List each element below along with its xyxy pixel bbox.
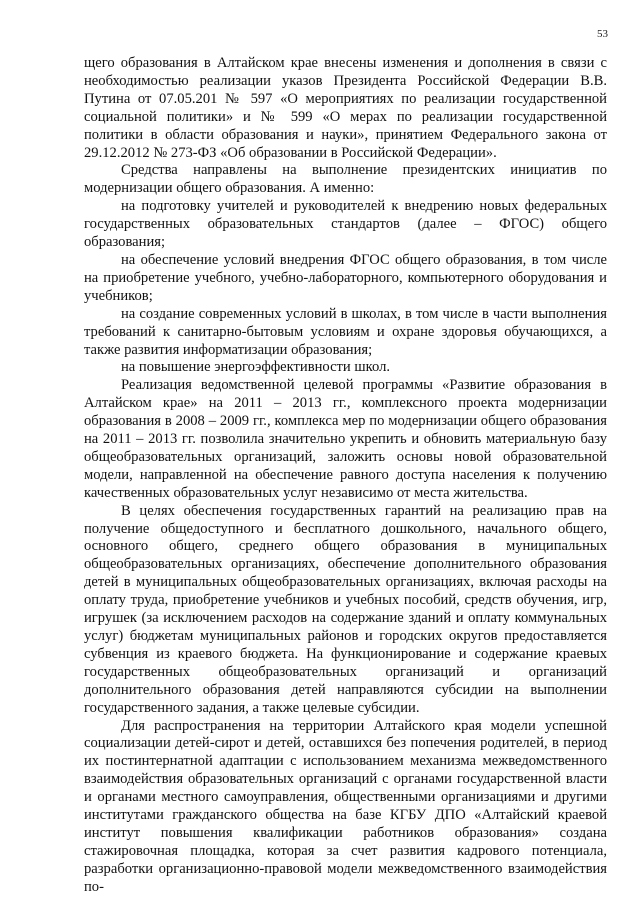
paragraph-3: на подготовку учителей и руководителей к внедрению новых федеральных государственных образовательных стандартов (далее – ФГОС) общего образования; <box>84 198 607 251</box>
paragraph-4: на обеспечение условий внедрения ФГОС общего образования, в том числе на приобретение учебного, учебно-лабораторного, компьютерного оборудования и учебников; <box>84 251 607 304</box>
page-number: 53 <box>597 28 608 40</box>
paragraph-7: Реализация ведомственной целевой программы «Развитие образования в Алтайском крае» на 2011 – 2013 гг., комплексного проекта модернизации образования в 2008 – 2009 гг., комплекса мер по модернизации общего образования на 2011 – 2013 гг. позволила значительно укрепить и обновить материальную базу общеобразовательных организаций, заложить основы новой образовательной модели, направленной на обеспечение равного доступа населения к получению качественных образовательных услуг независимо от места жительства. <box>84 377 607 501</box>
paragraph-5: на создание современных условий в школах, в том числе в части выполнения требований к санитарно-бытовым условиям и охране здоровья обучающихся, а также развития информатизации образования; <box>84 305 607 358</box>
paragraph-6: на повышение энергоэффективности школ. <box>121 359 391 376</box>
paragraph-2: Средства направлены на выполнение президентских инициатив по модернизации общего образования. А именно: <box>84 162 607 197</box>
paragraph-9: Для распространения на территории Алтайского края модели успешной социализации детей-сирот и детей, оставшихся без попечения родителей, в период их постинтернатной адаптации с использованием механизма межведомственного взаимодействия образовательных организаций с органами государственной власти и органами местного самоуправления, общественными организациями и другими институтами гражданского общества на базе КГБУ ДПО «Алтайский краевой институт повышения квалификации работников образования» создана стажировочная площадка, которая за счет развития кадрового потенциала, разработки организационно-правовой модели межведомственного взаимодействия по- <box>84 717 607 895</box>
paragraph-8: В целях обеспечения государственных гарантий на реализацию прав на получение общедоступного и бесплатного дошкольного, начального общего, основного общего, среднего общего образования в муниципальных общеобразовательных организациях, обеспечение дополнительного образования детей в муниципальных общеобразовательных организациях, включая расходы на оплату труда, приобретение учебников и учебных пособий, средств обучения, игр, игрушек (за исключением расходов на содержание зданий и оплату коммунальных услуг) бюджетам муниципальных районов и городских округов предоставляется субвенция из краевого бюджета. На функционирование и содержание краевых государственных общеобразовательных организаций и организаций дополнительного образования детей направляются субсидии на выполнении государственного задания, а также целевые субсидии. <box>84 502 607 716</box>
body-text <box>84 55 607 897</box>
paragraph-1: щего образования в Алтайском крае внесены изменения и дополнения в связи с необходимостью реализации указов Президента Российской Федерации В.В. Путина от 07.05.201 № 597 «О мероприятиях по реализации государственной социальной политики» и № 599 «О мерах по реализации государственной политики в области образования и науки», принятием Федерального закона от 29.12.2012 № 273-ФЗ «Об образовании в Российской Федерации». <box>84 55 607 161</box>
